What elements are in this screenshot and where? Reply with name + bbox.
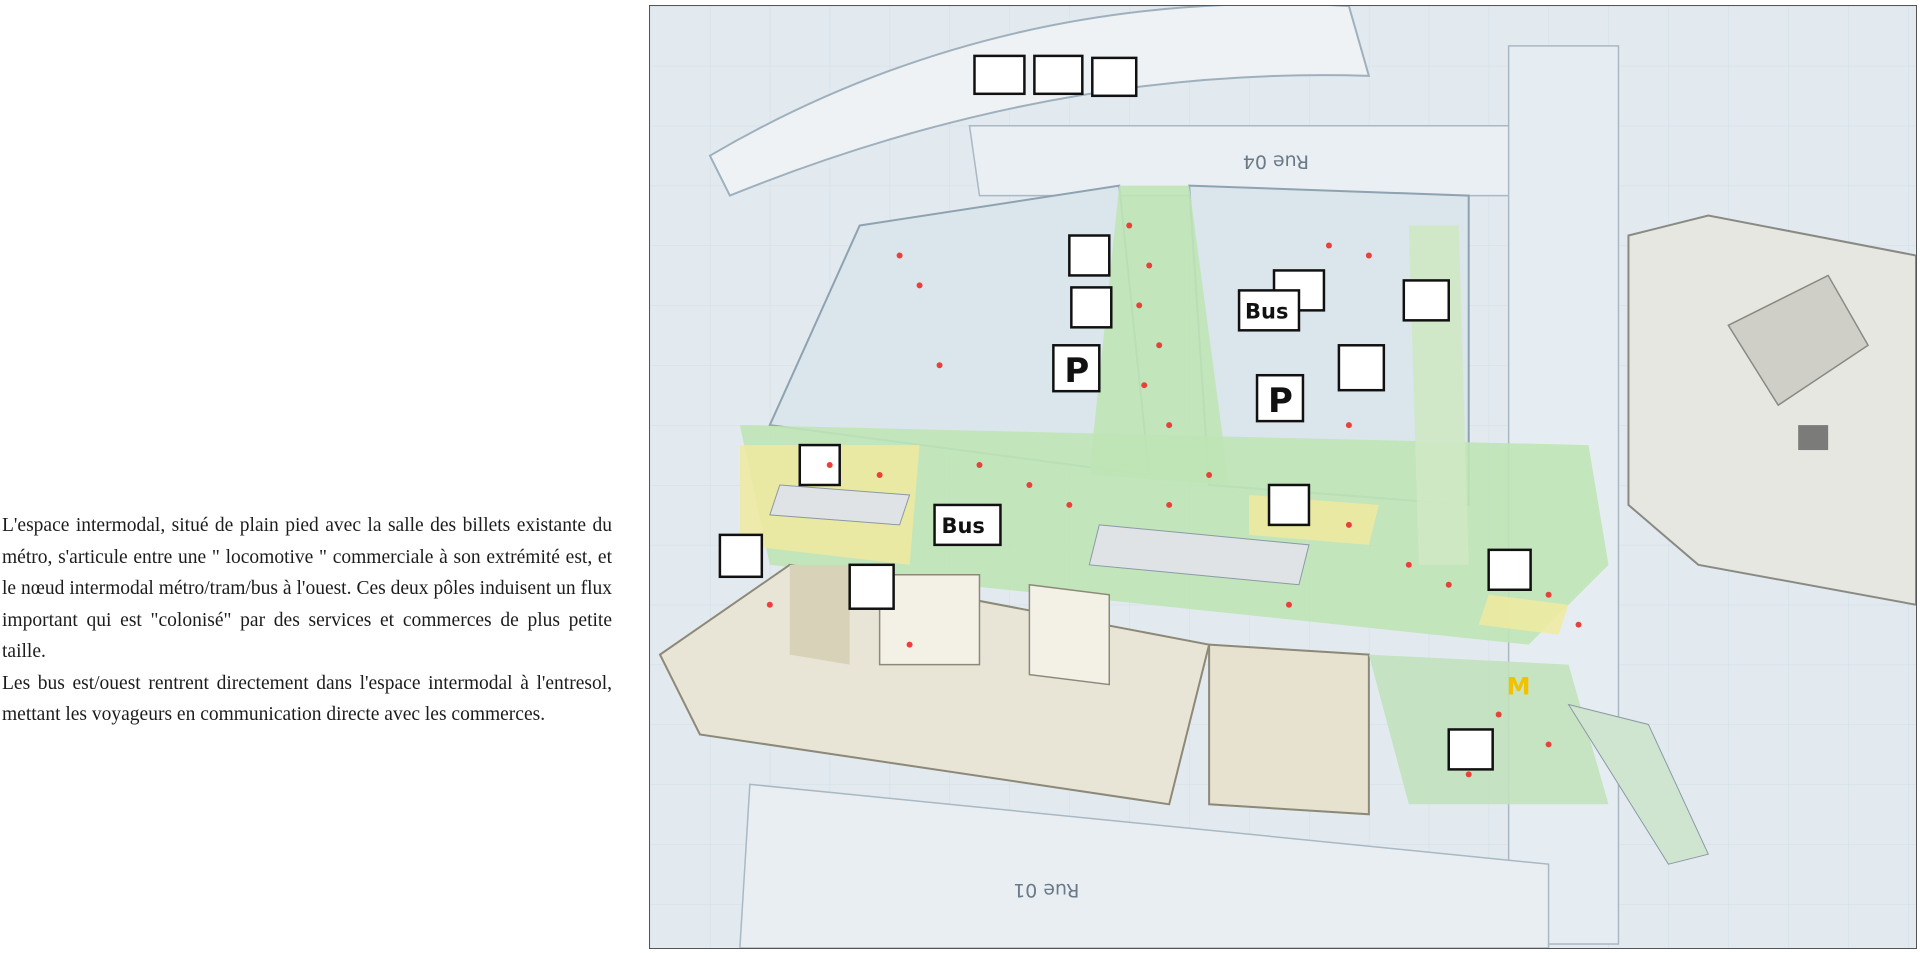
architectural-model-photo <box>649 5 1917 949</box>
parking-label-left: P <box>1064 352 1090 392</box>
bus-label-right: Bus <box>1245 299 1289 324</box>
caption-paragraph-1: L'espace intermodal, situé de plain pied avec la salle des billets existante du métro, s'articule entre une " locomotive " commerciale à son extrémité est, et le nœud intermodal métro/tram/bus à l'ouest. Ces deux pôles induisent un flux important qui est "colonisé" par des services et commerces de plus petite taille. <box>2 515 612 662</box>
shopping-cart-icon-southwest <box>720 535 762 577</box>
parking-label-right: P <box>1268 382 1293 422</box>
cafe-table-icon <box>1092 58 1136 96</box>
fuel-icon <box>1069 236 1109 276</box>
building-block-center <box>1209 645 1369 815</box>
shopping-cart-icon-west <box>800 445 840 485</box>
caption-text <box>2 510 612 731</box>
metro-sign-icon: M <box>1506 672 1531 701</box>
street-label-top: Rue 04 <box>1242 150 1309 173</box>
leisure-icon <box>1339 345 1384 390</box>
street-label-bottom: Rue 01 <box>1013 879 1080 902</box>
swimming-icon <box>974 56 1024 94</box>
model-illustration <box>650 6 1916 948</box>
shopping-cart-icon <box>1071 287 1111 327</box>
information-desk-icon <box>1404 280 1449 320</box>
shopping-cart-icon-east <box>1489 550 1531 590</box>
shopping-cart-icon-center <box>1269 485 1309 525</box>
caption-paragraph-2: Les bus est/ouest rentrent directement dans l'espace intermodal à l'entresol, mettant les voyageurs en communication directe avec les commerces. <box>2 672 612 725</box>
cafe-table-icon-south <box>1449 729 1493 769</box>
bus-label-center: Bus <box>941 513 985 538</box>
information-desk-icon-south <box>850 565 894 609</box>
bicycle-icon <box>1034 56 1082 94</box>
